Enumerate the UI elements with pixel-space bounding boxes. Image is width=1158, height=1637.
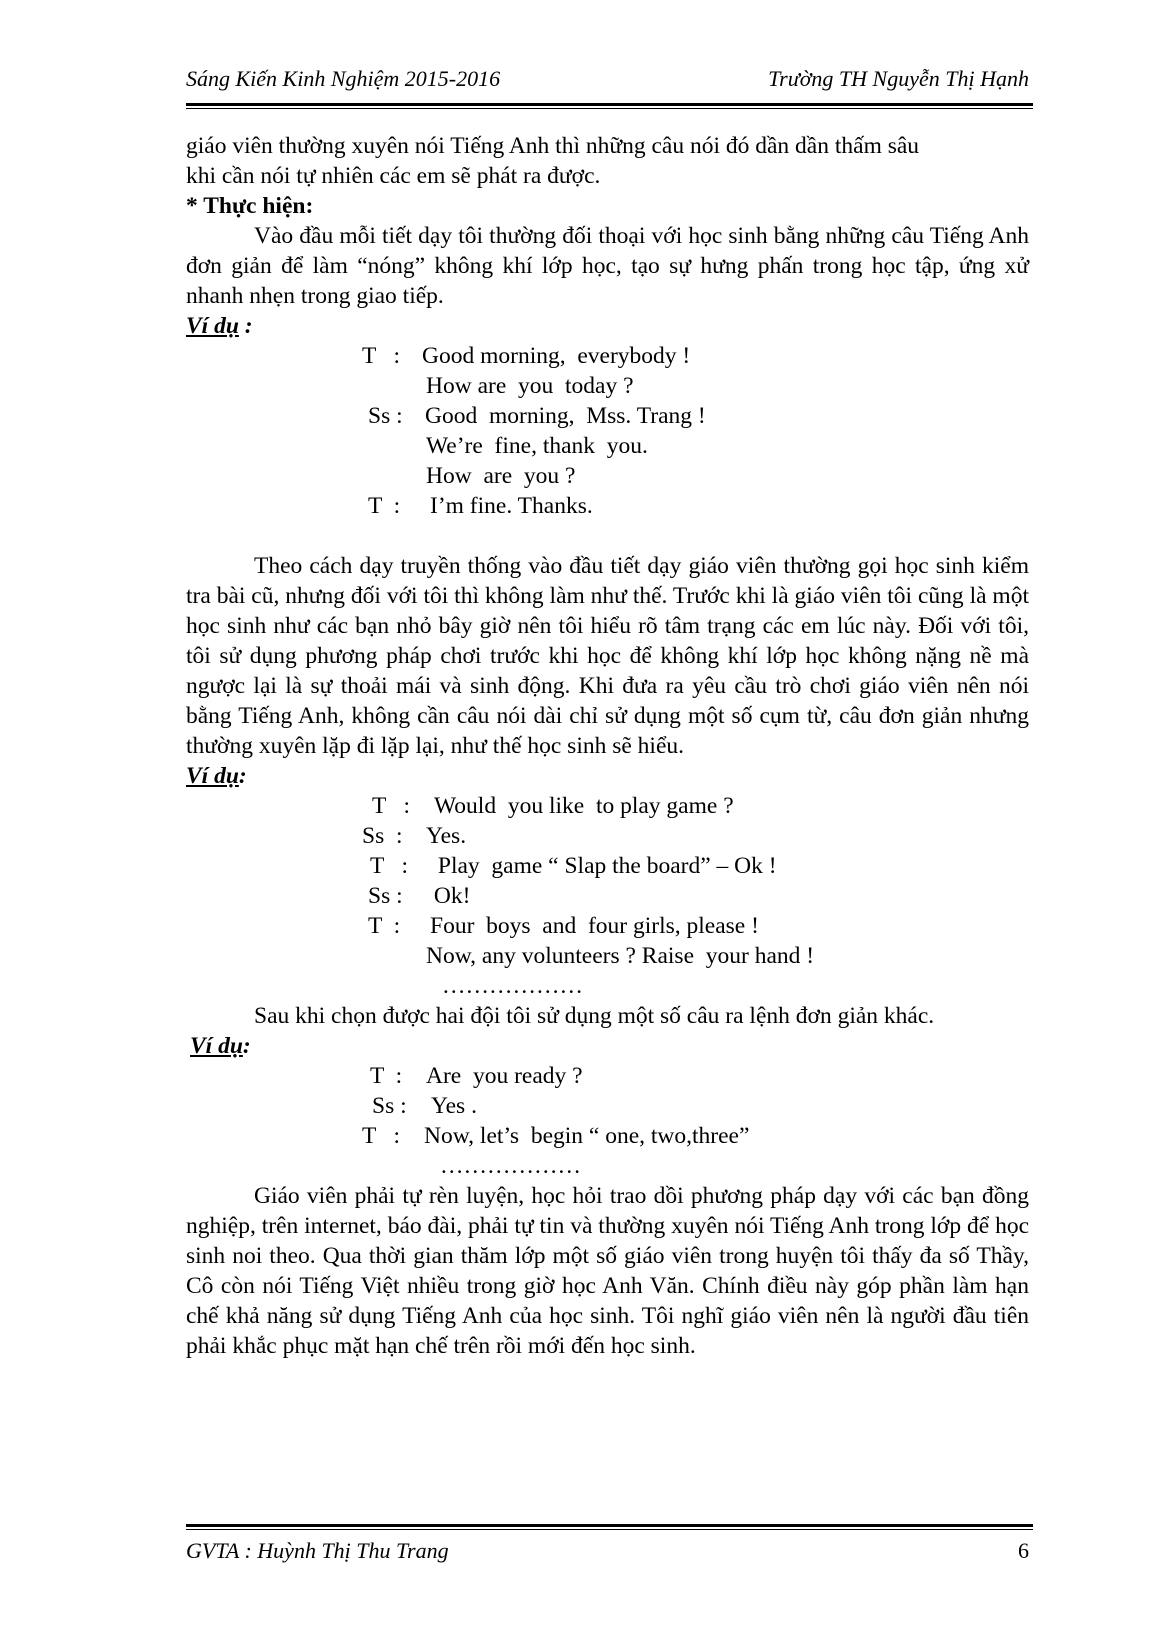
footer-rule — [186, 1524, 1033, 1530]
speaker: T : — [368, 913, 401, 939]
dialogue-line — [186, 1121, 1029, 1151]
example-label-3 — [186, 1031, 1029, 1061]
dialogue-line — [186, 881, 1029, 911]
ellipsis-text: ……………… — [442, 973, 583, 999]
example-label-text: Ví dụ — [186, 313, 239, 339]
dialogue-line — [186, 851, 1029, 881]
dialogue-line — [186, 791, 1029, 821]
dialogue-line — [186, 461, 1029, 491]
speaker: Ss : — [362, 823, 403, 849]
utterance: Four boys and four girls, please ! — [430, 913, 759, 939]
page-number: 6 — [1018, 1538, 1029, 1563]
dialogue-line — [186, 821, 1029, 851]
header-school: Trường TH Nguyễn Thị Hạnh — [768, 66, 1029, 91]
utterance: Ok! — [428, 883, 471, 909]
header-rule — [186, 103, 1033, 109]
page-header — [186, 66, 1029, 96]
utterance: Now, let’s begin “ one, two,three” — [424, 1123, 750, 1149]
dialogue-line — [186, 941, 1029, 971]
speaker: Ss : — [372, 1093, 407, 1119]
paragraph-4: Giáo viên phải tự rèn luyện, học hỏi trao dồi phương pháp dạy với các bạn đồng nghiệp, trên internet, báo đài, phải tự tin và thường xuyên nói Tiếng Anh trong lớp để học sinh noi theo. Qua thời gian thăm lớp một số giáo viên trong huyện tôi thấy đa số Thầy, Cô còn nói Tiếng Việt nhiều trong giờ học Anh Văn. Chính điều này góp phần làm hạn chế khả năng sử dụng Tiếng Anh của học sinh. Tôi nghĩ giáo viên nên là người đầu tiên phải khắc phục mặt hạn chế trên rồi mới đến học sinh. — [186, 1183, 1029, 1359]
speaker: T : — [372, 793, 411, 819]
dialogue-line — [186, 1061, 1029, 1091]
speaker: T : — [362, 1123, 401, 1149]
utterance: Good morning, Mss. Trang ! — [425, 403, 706, 429]
utterance: Are you ready ? — [426, 1063, 583, 1089]
example-label-suffix: : — [242, 1033, 251, 1059]
dialogue-line — [186, 341, 1029, 371]
dialogue-1 — [186, 341, 1029, 521]
page-footer — [186, 1538, 1029, 1568]
speaker: Ss : — [368, 403, 403, 429]
example-label-text: Ví dụ — [186, 763, 239, 789]
header-title: Sáng Kiến Kinh Nghiệm 2015-2016 — [186, 66, 501, 91]
intro-line-2: khi cần nói tự nhiên các em sẽ phát ra được. — [186, 163, 601, 189]
example-label-suffix: : — [238, 763, 247, 789]
dialogue-line — [186, 401, 1029, 431]
intro-line-1: giáo viên thường xuyên nói Tiếng Anh thì những câu nói đó dần dần thấm sâu — [186, 133, 920, 159]
paragraph-3: Sau khi chọn được hai đội tôi sử dụng một số câu ra lệnh đơn giản khác. — [254, 1003, 935, 1029]
paragraph-1: Vào đầu mỗi tiết dạy tôi thường đối thoại với học sinh bằng những câu Tiếng Anh đơn giản để làm “nóng” không khí lớp học, tạo sự hưng phấn trong học tập, ứng xử nhanh nhẹn trong giao tiếp. — [186, 223, 1029, 309]
utterance: Good morning, everybody ! — [422, 343, 691, 369]
document-body — [186, 131, 1029, 1361]
dialogue-line — [186, 911, 1029, 941]
example-label-suffix: : — [238, 313, 253, 339]
dialogue-line — [186, 1091, 1029, 1121]
ellipsis-text: ……………… — [440, 1153, 581, 1179]
example-label-1 — [186, 311, 1029, 341]
utterance: We’re fine, thank you. — [426, 433, 648, 459]
ellipsis-2 — [186, 1151, 1029, 1181]
utterance: Play game “ Slap the board” – Ok ! — [432, 853, 777, 879]
utterance: How are you ? — [426, 463, 576, 489]
dialogue-3 — [186, 1061, 1029, 1151]
section-heading: * Thực hiện: — [186, 193, 314, 219]
utterance: Yes. — [426, 823, 467, 849]
speaker: T : — [368, 493, 401, 519]
dialogue-line — [186, 371, 1029, 401]
speaker: T : — [362, 343, 401, 369]
utterance: How are you today ? — [426, 373, 634, 399]
paragraph-2: Theo cách dạy truyền thống vào đầu tiết dạy giáo viên thường gọi học sinh kiểm tra bài cũ, nhưng đối với tôi thì không làm như thế. Trước khi là giáo viên tôi cũng là một học sinh như các bạn nhỏ bây giờ nên tôi hiểu rõ tâm trạng các em lúc này. Đối với tôi, tôi sử dụng phương pháp chơi trước khi học để không khí lớp học không nặng nề mà ngược lại là sự thoải mái và sinh động. Khi đưa ra yêu cầu trò chơi giáo viên nên nói bằng Tiếng Anh, không cần câu nói dài chỉ sử dụng một số cụm từ, câu đơn giản nhưng thường xuyên lặp đi lặp lại, như thế học sinh sẽ hiểu. — [186, 553, 1029, 759]
utterance: Now, any volunteers ? Raise your hand ! — [426, 943, 815, 969]
footer-author: GVTA : Huỳnh Thị Thu Trang — [186, 1538, 449, 1563]
dialogue-line — [186, 491, 1029, 521]
utterance: Would you like to play game ? — [434, 793, 734, 819]
example-label-2 — [186, 761, 1029, 791]
utterance: I’m fine. Thanks. — [430, 493, 593, 519]
ellipsis-1 — [186, 971, 1029, 1001]
speaker: Ss : — [368, 883, 403, 909]
utterance: Yes . — [426, 1093, 477, 1119]
dialogue-line — [186, 431, 1029, 461]
speaker: T : — [370, 1063, 403, 1089]
dialogue-2 — [186, 791, 1029, 971]
speaker: T : — [370, 853, 409, 879]
example-label-text: Ví dụ — [190, 1033, 243, 1059]
